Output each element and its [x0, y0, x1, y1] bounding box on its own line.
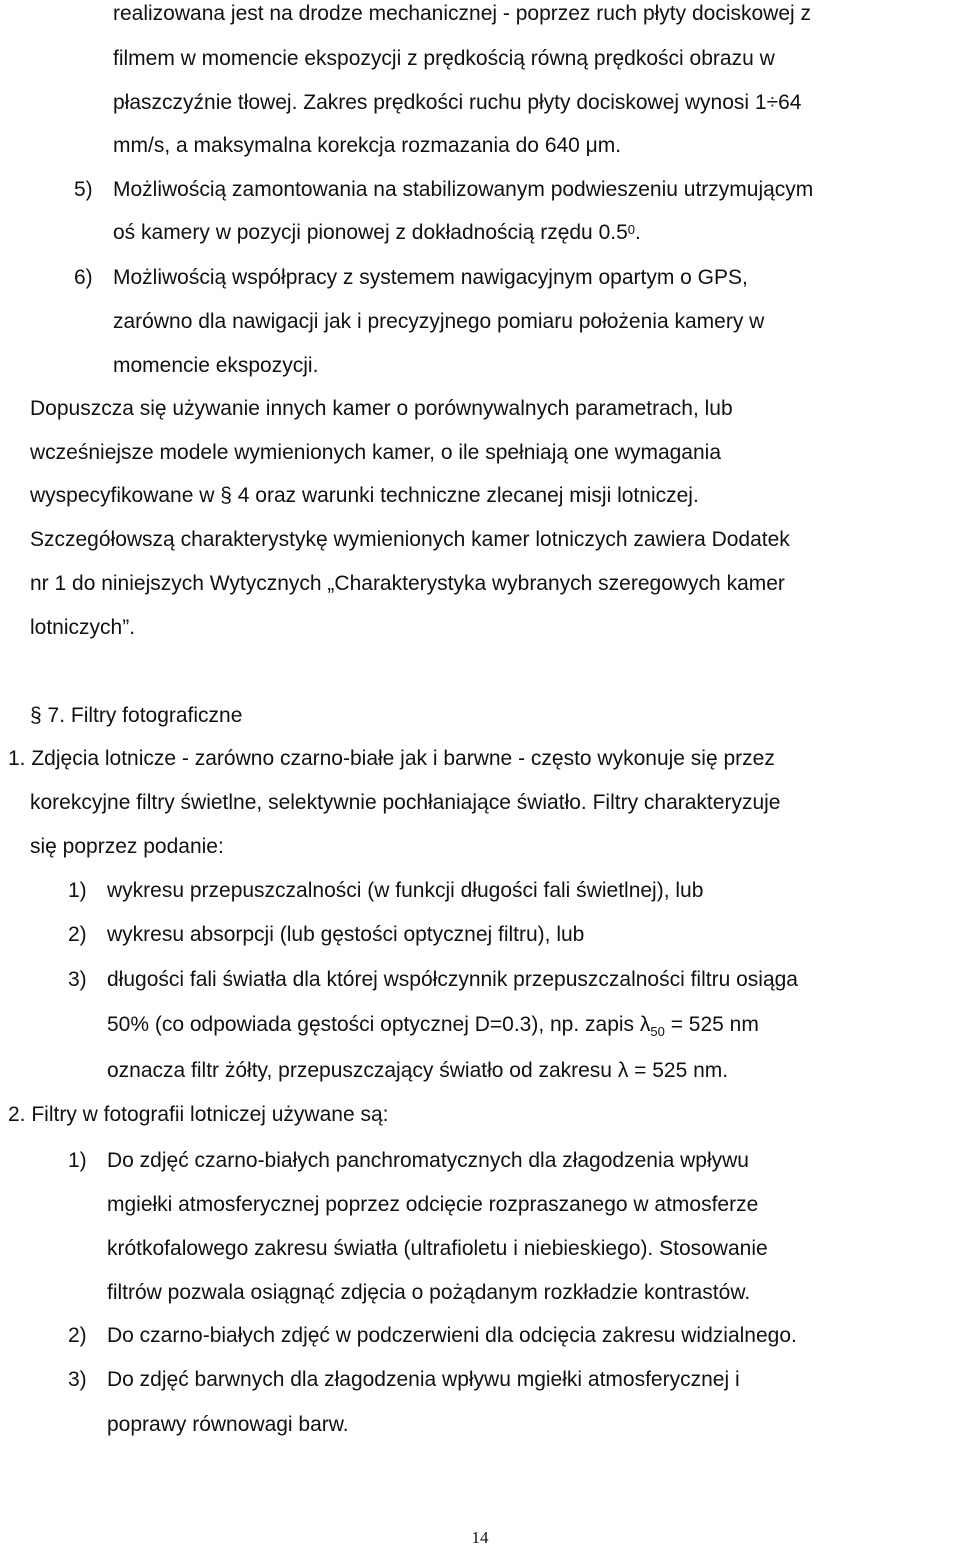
- text-line: mgiełki atmosferycznej poprzez odcięcie rozpraszanego w atmosferze: [107, 1193, 759, 1216]
- text-line: mm/s, a maksymalna korekcja rozmazania do 640 μm.: [113, 134, 622, 157]
- text-line: wykresu absorpcji (lub gęstości optycznej filtru), lub: [107, 923, 585, 946]
- section-heading: § 7. Filtry fotograficzne: [30, 704, 243, 727]
- page-number: 14: [471, 1528, 489, 1547]
- text-line: poprawy równowagi barw.: [107, 1413, 349, 1436]
- text-line: wcześniejsze modele wymienionych kamer, o ile spełniają one wymagania: [30, 441, 722, 464]
- list-item: [68, 921, 584, 949]
- text-line: lotniczych”.: [30, 616, 136, 639]
- text-fragment: .: [635, 221, 641, 244]
- list-marker: 2): [68, 1324, 87, 1347]
- text-line: Do zdjęć czarno-białych panchromatycznych dla złagodzenia wpływu: [107, 1149, 749, 1172]
- text-line: Możliwością współpracy z systemem nawigacyjnym opartym o GPS,: [113, 266, 748, 289]
- text-line: oznacza filtr żółty, przepuszczający światło od zakresu λ = 525 nm.: [107, 1059, 729, 1082]
- list-marker: 3): [68, 1368, 87, 1391]
- text-line: momencie ekspozycji.: [113, 354, 319, 377]
- list-item: [68, 1366, 740, 1394]
- text-line: Możliwością zamontowania na stabilizowanym podwieszeniu utrzymującym: [113, 178, 814, 201]
- list-marker: 6): [74, 266, 93, 289]
- list-marker: 1): [68, 1149, 87, 1172]
- text-line: zarówno dla nawigacji jak i precyzyjnego pomiaru położenia kamery w: [113, 310, 765, 333]
- list-item: [74, 264, 748, 292]
- text-line: Szczegółowszą charakterystykę wymienionych kamer lotniczych zawiera Dodatek: [30, 528, 790, 551]
- text-fragment: 50% (co odpowiada gęstości optycznej D=0.3), np. zapis λ: [107, 1013, 651, 1036]
- subscript: 50: [650, 1024, 665, 1039]
- text-line: Do zdjęć barwnych dla złagodzenia wpływu mgiełki atmosferycznej i: [107, 1368, 740, 1391]
- text-line: płaszczyźnie tłowej. Zakres prędkości ruchu płyty dociskowej wynosi 1÷64: [113, 91, 802, 114]
- text-line: wykresu przepuszczalności (w funkcji długości fali świetlnej), lub: [107, 879, 704, 902]
- text-line: długości fali światła dla której współczynnik przepuszczalności filtru osiąga: [107, 968, 798, 991]
- list-item: [68, 877, 703, 905]
- text-fragment: = 525 nm: [664, 1013, 759, 1036]
- text-line: Dopuszcza się używanie innych kamer o porównywalnych parametrach, lub: [30, 397, 733, 420]
- list-marker: 2): [68, 923, 87, 946]
- text-line: wyspecyfikowane w § 4 oraz warunki techniczne zlecanej misji lotniczej.: [30, 484, 699, 507]
- text-line: [107, 1011, 759, 1041]
- text-line: się poprzez podanie:: [30, 835, 224, 858]
- list-item: [68, 1147, 749, 1175]
- text-line: [113, 219, 641, 247]
- text-line: Do czarno-białych zdjęć w podczerwieni dla odcięcia zakresu widzialnego.: [107, 1324, 797, 1347]
- text-line: realizowana jest na drodze mechanicznej - poprzez ruch płyty dociskowej z: [113, 2, 812, 25]
- text-line: 2. Filtry w fotografii lotniczej używane są:: [8, 1103, 389, 1126]
- text-line: 1. Zdjęcia lotnicze - zarówno czarno-białe jak i barwne - często wykonuje się przez: [8, 747, 775, 770]
- text-line: filtrów pozwala osiągnąć zdjęcia o pożądanym rozkładzie kontrastów.: [107, 1281, 751, 1304]
- list-item: [68, 966, 798, 994]
- text-line: filmem w momencie ekspozycji z prędkością równą prędkości obrazu w: [113, 47, 775, 70]
- text-line: krótkofalowego zakresu światła (ultrafioletu i niebieskiego). Stosowanie: [107, 1237, 768, 1260]
- list-marker: 1): [68, 879, 87, 902]
- list-marker: 5): [74, 178, 93, 201]
- text-fragment: oś kamery w pozycji pionowej z dokładnością rzędu 0.5: [113, 221, 628, 244]
- list-item: [68, 1322, 797, 1350]
- list-item: [74, 176, 813, 204]
- text-line: nr 1 do niniejszych Wytycznych „Charakterystyka wybranych szeregowych kamer: [30, 572, 785, 595]
- superscript: 0: [627, 222, 635, 237]
- list-marker: 3): [68, 968, 87, 991]
- text-line: korekcyjne filtry świetlne, selektywnie pochłaniające światło. Filtry charakteryzuje: [30, 791, 781, 814]
